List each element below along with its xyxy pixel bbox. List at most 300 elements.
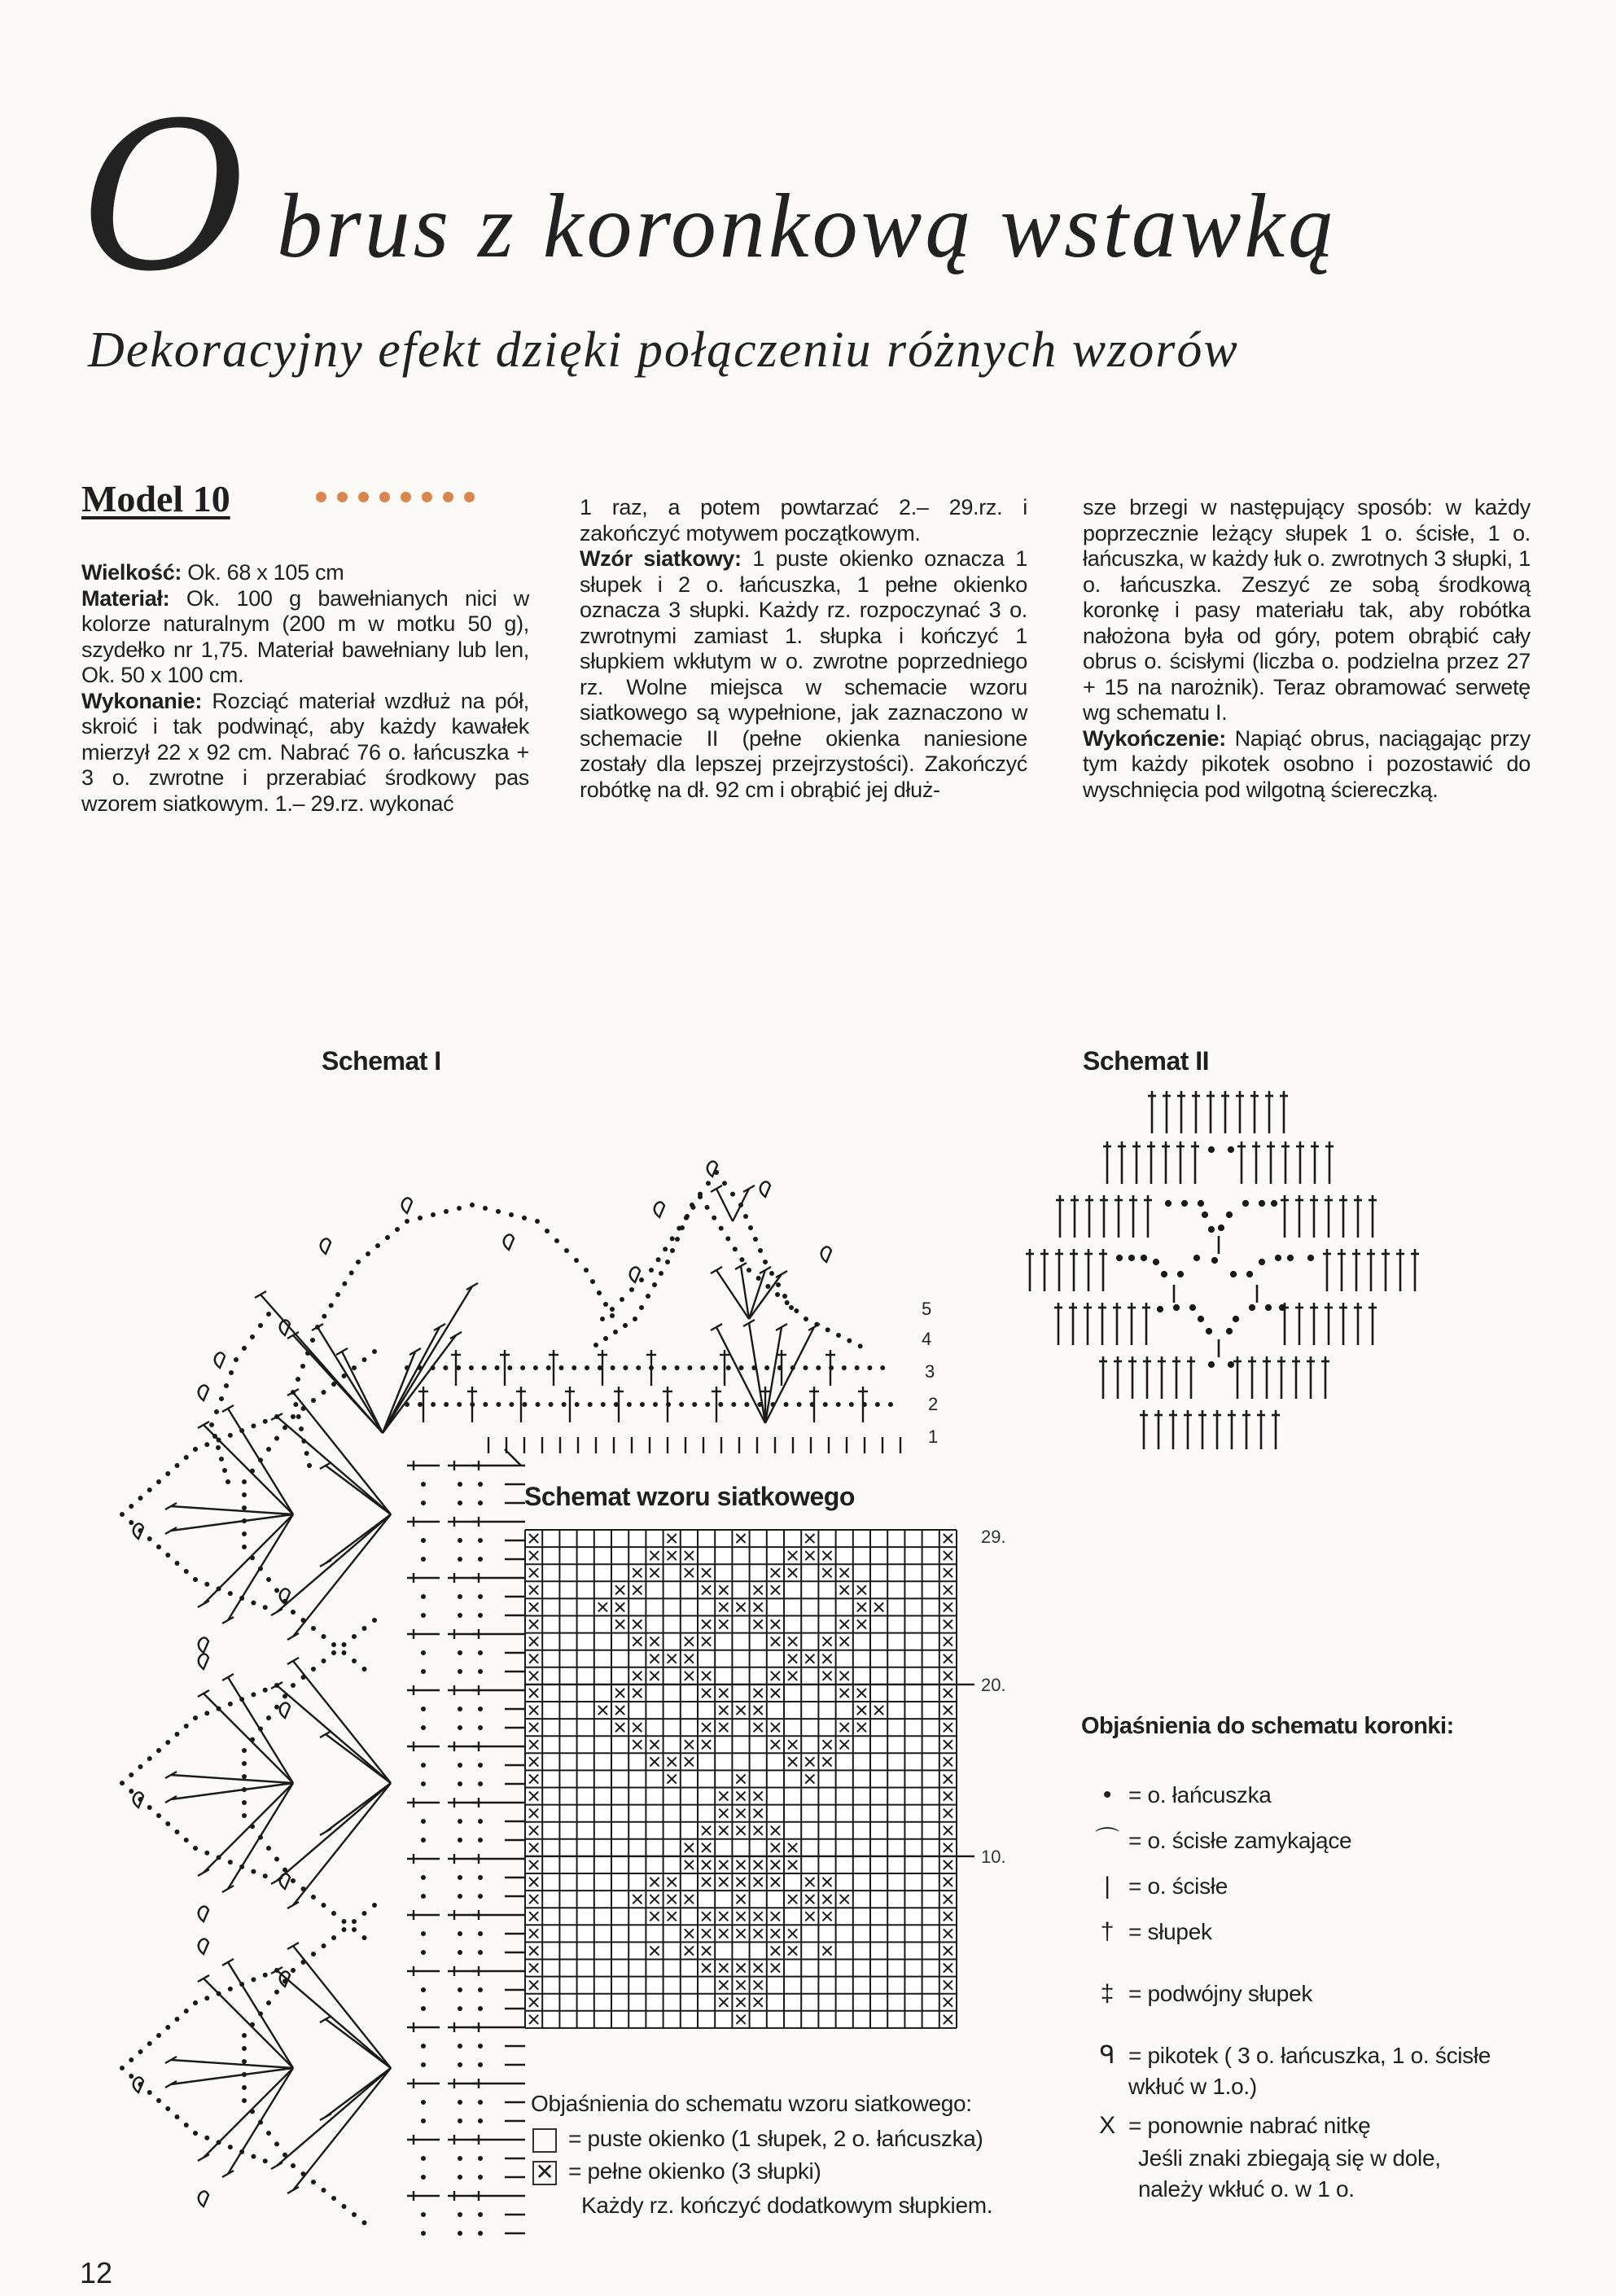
grid-cell-empty [542,1753,559,1770]
chain-dot-icon [274,1990,279,1995]
chain-dot-icon [421,1819,426,1824]
decorative-dot-icon [422,492,432,502]
chain-dot-icon [421,1594,426,1599]
grid-cell-empty [577,1581,594,1598]
chain-dot-icon [705,1205,710,1210]
chain-dot-icon [204,2136,209,2140]
chain-dot-icon [352,1365,357,1370]
grid-cell-empty [853,1925,870,1942]
grid-cell-empty [611,1805,628,1822]
grid-cell-empty [784,2011,801,2028]
chain-dot-icon [242,1813,247,1818]
picot-icon [199,1385,208,1400]
chain-dot-icon [165,1740,170,1745]
chain-dot-icon [335,1292,340,1297]
grid-cell-empty [715,1667,732,1685]
chain-dot-icon [366,1251,370,1256]
chain-dot-icon [847,1339,852,1343]
chain-dot-icon [226,1479,230,1484]
grid-cell-empty [784,1788,801,1805]
chain-dot-icon [251,1692,256,1697]
schemat-2-heading: Schemat II [1083,1046,1210,1076]
grid-cell-empty [628,1753,646,1770]
grid-cell-empty [750,1564,767,1581]
grid-cell-empty [542,1685,559,1702]
chain-dot-icon [458,1875,462,1880]
chain-dot-icon [536,1402,541,1407]
lace-legend-item [1091,1871,1531,1902]
grid-cell-empty [628,1822,646,1839]
chain-dot-icon [129,1520,134,1525]
grid-cell-empty [904,1856,922,1873]
grid-cell-empty [887,1702,904,1719]
chain-dot-icon [395,1227,400,1232]
row-number-label: 29. [981,1529,1006,1547]
chain-dot-icon [322,1903,326,1908]
grid-cell-empty [594,1547,611,1564]
grid-cell-empty [732,1616,749,1633]
chain-dot-icon [680,1225,685,1230]
grid-cell-empty [646,1822,663,1839]
grid-cell-empty [922,1667,939,1685]
grid-cell-empty [767,1530,784,1547]
grid-cell-empty [887,1839,904,1856]
chain-dot-icon [291,1610,296,1615]
grid-cell-empty [870,1685,887,1702]
chain-dot-icon [623,1365,628,1370]
grid-cell-empty [715,1633,732,1650]
row-number-label: 10. [981,1846,1006,1867]
chain-dot-icon [478,1950,483,1955]
chain-dot-icon [816,1365,821,1370]
grid-cell-empty [836,1908,853,1925]
grid-cell-empty [887,1616,904,1633]
chain-dot-icon [670,1248,675,1253]
grid-cell-empty [594,1960,611,1977]
grid-cell-empty [663,1598,681,1615]
chain-dot-icon [204,1582,209,1587]
grid-cell-empty [887,1598,904,1615]
chain-dot-icon [342,1919,347,1924]
decorative-dot-icon [443,492,453,502]
chain-dot-icon [329,1303,334,1308]
grid-cell-empty [577,1633,594,1650]
grid-cell-empty [870,1994,887,2011]
grid-cell-empty [681,1719,698,1736]
grid-cell-empty [870,1633,887,1650]
chain-dot-icon [1162,1272,1167,1277]
chain-dot-icon [1129,1255,1134,1260]
double-crochet-stroke [277,1970,391,2068]
chain-dot-icon [862,1402,867,1407]
grid-cell-empty [887,1530,904,1547]
grid-cell-empty [663,1667,681,1685]
grid-cell-empty [646,1719,663,1736]
grid-cell-empty [836,1977,853,1994]
grid-cell-empty [577,1856,594,1873]
grid-cell-empty [611,1925,628,1942]
grid-cell-empty [577,1547,594,1564]
chain-dot-icon [1228,1362,1233,1367]
grid-cell-empty [750,1839,767,1856]
double-crochet-stroke [171,1783,293,1799]
chain-dot-icon [458,2044,462,2048]
closing-arc-icon: ⌒ [1095,1827,1119,1854]
grid-cell-empty [922,1719,939,1736]
grid-cell-empty [922,1994,939,2011]
chain-dot-icon [421,1950,426,1955]
chain-dot-icon [362,1357,367,1362]
chain-dot-icon [584,1268,589,1273]
double-crochet-stroke [171,2060,293,2068]
chain-dot-icon [1158,1307,1163,1312]
grid-cell-empty [577,1942,594,1959]
chain-dot-icon [666,1402,671,1407]
grid-cell-empty [594,1908,611,1925]
grid-cell-empty [904,1822,922,1839]
grid-cell-empty [542,1925,559,1942]
grid-cell-empty [870,1942,887,1959]
double-crochet-stroke [741,1266,749,1319]
grid-cell-empty [904,2011,922,2028]
double-crochet-stroke [228,1783,293,1889]
chain-dot-icon [496,1209,501,1214]
chain-dot-icon [421,1557,426,1562]
double-crochet-stroke [204,2068,293,2158]
grid-cell-empty [715,1839,732,1856]
title-initial: O [81,79,248,316]
grid-cell-empty [628,1788,646,1805]
grid-cell-empty [698,1702,715,1719]
grid-cell-empty [663,1856,681,1873]
grid-cell-empty [784,1702,801,1719]
grid-legend-empty-text: = puste okienko (1 słupek, 2 o. łańcuszka) [568,2126,983,2151]
grid-cell-empty [732,1564,749,1581]
grid-cell-empty [922,1925,939,1942]
grid-legend-filled [532,2156,821,2187]
chain-dot-icon [322,1658,326,1663]
grid-cell-empty [663,1702,681,1719]
grid-cell-empty [594,1770,611,1787]
chain-dot-icon [242,1479,247,1484]
chain-dot-icon [590,1279,595,1284]
grid-cell-empty [801,1805,818,1822]
chain-dot-icon [836,1333,841,1338]
chain-dot-icon [228,1860,233,1864]
chain-dot-icon [266,2131,271,2136]
grid-cell-empty [594,1581,611,1598]
schemat-1-row-4-label: 4 [922,1329,932,1349]
chain-dot-icon [1209,1227,1214,1232]
double-crochet-stroke [204,1514,293,1604]
chain-dot-icon [263,1419,268,1424]
chain-dot-icon [663,1247,668,1251]
grid-cell-empty [611,1856,628,1873]
chain-dot-icon [138,2049,143,2054]
grid-cell-empty [559,1547,576,1564]
chain-dot-icon [601,1402,606,1407]
grid-cell-empty [681,1788,698,1805]
grid-cell-empty [594,1685,611,1702]
grid-cell-empty [698,1530,715,1547]
stitch-crossbar [743,1185,755,1192]
instruction-paragraph [580,495,1027,546]
grid-cell-empty [818,1719,835,1736]
grid-cell-empty [750,1891,767,1908]
chain-dot-icon [242,1774,247,1779]
grid-cell-empty [559,1719,576,1736]
picot-icon [655,1202,664,1217]
chain-dot-icon [522,1402,527,1407]
grid-cell-empty [887,1547,904,1564]
stitch-crossbar [198,1869,209,1876]
grid-cell-empty [611,1891,628,1908]
grid-cell-empty [750,1736,767,1753]
grid-cell-empty [594,1633,611,1650]
lace-legend-note-line-1: Jeśli znaki zbiegają się w dole, [1138,2145,1441,2171]
grid-cell-empty [663,1960,681,1977]
grid-cell-empty [559,1891,576,1908]
chain-dot-icon [242,1761,247,1766]
chain-dot-icon [147,1756,152,1761]
chain-dot-icon [322,2188,326,2193]
grid-cell-empty [559,1564,576,1581]
grid-cell-empty [750,1770,767,1787]
grid-cell-empty [628,1925,646,1942]
lace-legend-text: = pikotek ( 3 o. łańcuszka, 1 o. ścisłe wkłuć w 1.o.) [1128,2043,1491,2099]
grid-cell-empty [715,1770,732,1787]
double-crochet-stroke [716,1189,733,1221]
chain-dot-icon [242,1492,247,1497]
grid-cell-empty [698,1788,715,1805]
chain-dot-icon [443,1365,448,1370]
grid-cell-empty [801,1564,818,1581]
chain-dot-icon [129,2057,134,2062]
grid-cell-empty [750,1753,767,1770]
chain-dot-icon [266,1577,271,1582]
grid-cell-empty [646,1960,663,1977]
grid-cell-empty [870,1977,887,1994]
grid-cell-empty [904,1908,922,1925]
grid-cell-empty [887,1925,904,1942]
chain-dot-icon [458,1987,462,1992]
chain-dot-icon [747,1268,751,1273]
grid-cell-empty [611,1873,628,1891]
grid-cell-empty [870,1788,887,1805]
decorative-dot-icon [337,492,348,502]
grid-cell-empty [870,1547,887,1564]
instruction-paragraph [81,586,529,689]
chain-dot-icon [478,2175,483,2180]
grid-cell-empty [732,1633,749,1650]
grid-cell-empty [663,1942,681,1959]
grid-cell-empty [628,1942,646,1959]
stitch-crossbar [222,1674,234,1680]
chain-dot-icon [855,1365,860,1370]
grid-cell-empty [594,1719,611,1736]
chain-dot-icon [421,1725,426,1730]
grid-cell-empty [542,1564,559,1581]
grid-cell-empty [611,1994,628,2011]
grid-cell-empty [904,1633,922,1650]
chain-dot-icon [478,1650,483,1655]
chain-dot-icon [331,2196,336,2201]
chain-dot-icon [764,1365,769,1370]
instruction-label: Wykończenie: [1083,725,1226,751]
chain-dot-icon [147,1488,152,1492]
chain-dot-icon [652,1282,657,1287]
grid-cell-empty [750,1633,767,1650]
chain-dot-icon [478,2231,483,2236]
chain-dot-icon [193,1715,198,1720]
instruction-text: Ok. 68 x 105 cm [182,560,344,585]
grid-cell-empty [801,1839,818,1856]
grid-cell-empty [904,1564,922,1581]
chain-dot-icon [458,2212,462,2217]
grid-cell-empty [542,1994,559,2011]
double-crochet-stroke [228,1409,293,1514]
chain-dot-icon [385,1235,390,1240]
grid-cell-empty [594,1788,611,1805]
chain-dot-icon [293,1402,298,1407]
lace-legend-item [1091,1780,1531,1811]
grid-legend-note: Każdy rz. kończyć dodatkowym słupkiem. [581,2193,993,2218]
chain-dot-icon [1117,1255,1122,1260]
grid-cell-empty [922,2011,939,2028]
grid-cell-empty [836,1960,853,1977]
chain-dot-icon [457,1402,462,1407]
grid-cell-empty [559,1977,576,1994]
chain-dot-icon [469,1365,474,1370]
chain-dot-icon [418,1216,423,1220]
grid-cell-empty [887,1650,904,1667]
chain-dot-icon [1276,1255,1281,1260]
chain-dot-icon [251,2154,256,2159]
grid-cell-empty [715,1530,732,1547]
chain-dot-icon [675,1365,680,1370]
chain-dot-icon [175,1732,180,1737]
chain-dot-icon [274,1436,279,1441]
stitch-crossbar [776,1271,787,1277]
chain-dot-icon [291,2163,296,2168]
grid-cell-empty [922,1873,939,1891]
grid-cell-empty [801,1942,818,1959]
chain-dot-icon [342,1642,347,1647]
chain-dot-icon [478,1781,483,1786]
chain-dot-icon [214,1409,219,1414]
grid-cell-empty [732,1667,749,1685]
grid-cell-empty [750,1667,767,1685]
grid-cell-empty [922,1856,939,1873]
grid-cell-empty [887,1873,904,1891]
chain-dot-icon [405,1219,409,1224]
chain-dot-icon [478,1594,483,1599]
chain-dot-icon [147,1536,152,1541]
grid-cell-empty [681,1581,698,1598]
grid-cell-empty [542,1873,559,1891]
grid-cell-empty [628,1856,646,1873]
chain-dot-icon [352,2212,357,2217]
stitch-crossbar [287,1902,299,1908]
grid-cell-empty [611,1667,628,1685]
grid-cell-empty [922,1822,939,1839]
grid-cell-empty [663,1788,681,1805]
grid-cell-empty [732,1753,749,1770]
grid-cell-empty [611,1547,628,1564]
chain-dot-icon [629,1287,634,1292]
chain-dot-icon [458,1894,462,1899]
chain-dot-icon [266,1447,271,1452]
grid-cell-empty [818,1960,835,1977]
grid-cell-empty [577,1891,594,1908]
picot-icon [821,1247,831,1262]
double-crochet-stroke [293,1661,391,1783]
chain-dot-icon [421,1987,426,1992]
chain-dot-icon [478,1557,483,1562]
stitch-crossbar [222,1886,234,1892]
grid-cell-empty [681,1530,698,1547]
grid-cell-empty [922,1650,939,1667]
grid-cell-empty [594,1873,611,1891]
grid-cell-empty [904,1667,922,1685]
grid-cell-empty [559,1581,576,1598]
grid-cell-empty [922,1891,939,1908]
grid-cell-empty [922,1960,939,1977]
chain-dot-icon [251,1977,256,1982]
grid-cell-empty [663,2011,681,2028]
grid-cell-empty [542,1770,559,1787]
grid-cell-empty [801,1788,818,1805]
chain-dot-icon [1231,1272,1236,1277]
chain-dot-icon [421,1650,426,1655]
grid-cell-empty [646,1530,663,1547]
double-crochet-stroke [277,1685,391,1783]
double-crochet-stroke [228,1962,293,2068]
grid-cell-empty [646,1839,663,1856]
grid-cell-empty [646,1616,663,1633]
grid-cell-empty [853,1960,870,1977]
chain-dot-icon [242,2046,247,2051]
chain-dot-icon [562,1402,567,1407]
chain-dot-icon [1227,1329,1232,1334]
chain-dot-icon [458,1613,462,1618]
chain-dot-icon [331,1911,336,1916]
grid-cell-empty [577,1616,594,1633]
filet-grid-chart [524,1529,1013,2042]
grid-cell-empty [887,1908,904,1925]
grid-cell-empty [836,1702,853,1719]
chain-dot-icon [458,1650,462,1655]
grid-cell-empty [715,1564,732,1581]
grid-cell-empty [559,1856,576,1873]
grid-cell-empty [698,2011,715,2028]
grid-cell-empty [904,1685,922,1702]
chain-dot-icon [744,1402,749,1407]
chain-dot-icon [175,2017,180,2022]
chain-dot-icon [1227,1212,1232,1217]
grid-cell-empty [681,1977,698,1994]
grid-cell-empty [853,1530,870,1547]
chain-dot-icon [421,1894,426,1899]
chain-dot-icon [228,1702,233,1707]
grid-cell-empty [904,1736,922,1753]
chain-dot-icon [204,1851,209,1856]
chain-dot-icon [228,2145,233,2149]
chain-dot-icon [1182,1201,1187,1206]
grid-cell-empty [887,1977,904,1994]
chain-dot-icon [1288,1255,1293,1260]
instruction-label: Wykonanie: [81,688,203,713]
